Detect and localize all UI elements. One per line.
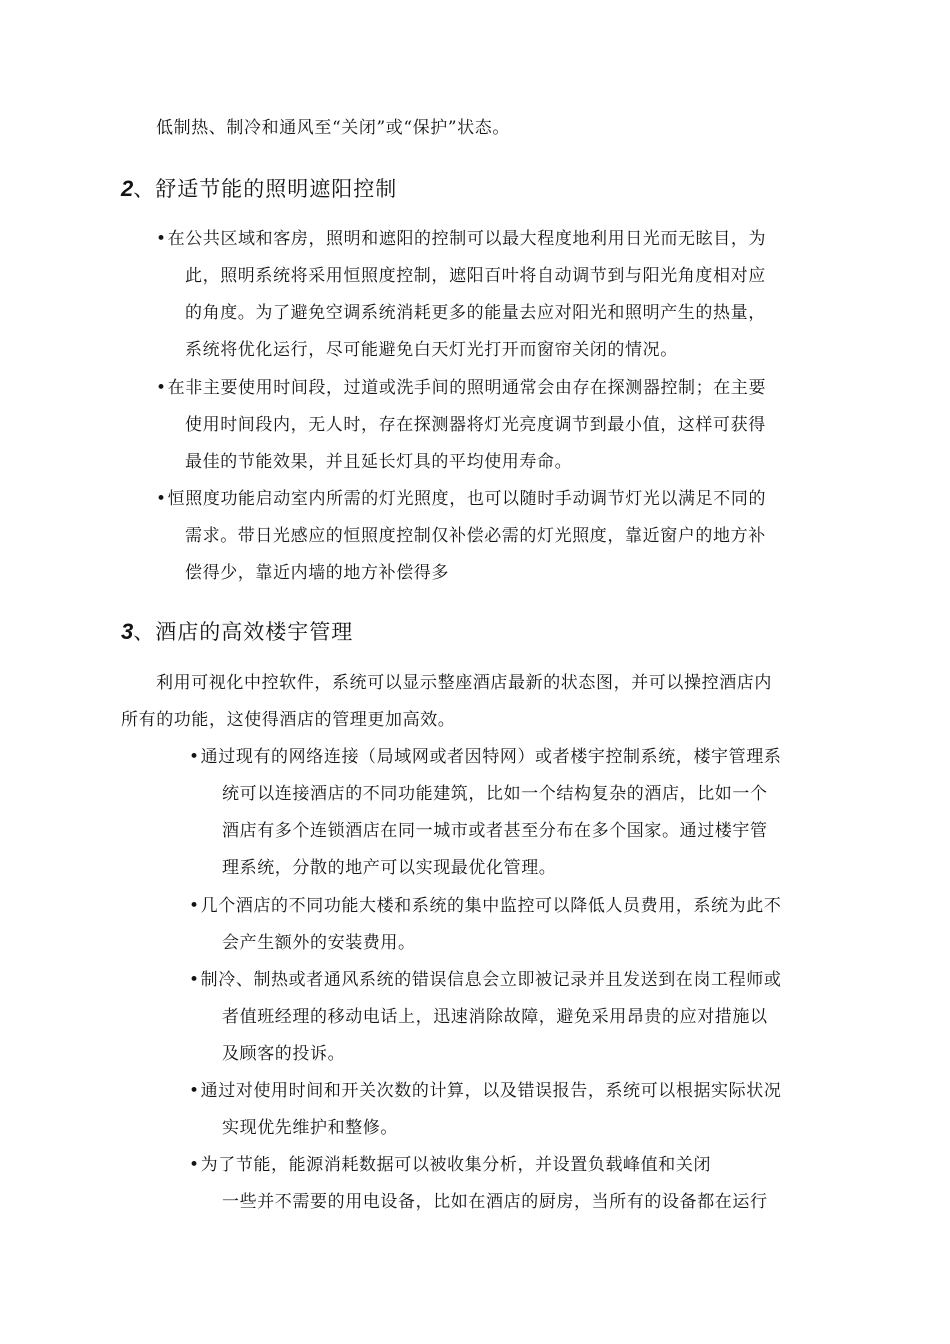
- list-item-text: 通过现有的网络连接（局域网或者因特网）或者楼宇控制系统，楼宇管理系: [200, 747, 782, 767]
- list-item-text: 为了节能，能源消耗数据可以被收集分析，并设置负载峰值和关闭: [200, 1155, 712, 1175]
- list-item-continuation: 酒店有多个连锁酒店在同一城市或者甚至分布在多个国家。通过楼宇管: [222, 821, 768, 841]
- list-item-continuation: 偿得少，靠近内墙的地方补偿得多: [185, 563, 449, 583]
- list-item-continuation: 实现优先维护和整修。: [222, 1118, 398, 1138]
- section-3-title: 酒店的高效楼宇管理: [155, 620, 354, 644]
- list-item-continuation: 需求。带日光感应的恒照度控制仅补偿必需的灯光照度，靠近窗户的地方补: [185, 526, 766, 546]
- list-item-text: 制冷、制热或者通风系统的错误信息会立即被记录并且发送到在岗工程师或: [200, 970, 782, 990]
- section-2-number: 2: [121, 176, 134, 201]
- list-item: [156, 489, 766, 509]
- list-item: [156, 229, 766, 249]
- section-3-separator: 、: [133, 620, 156, 644]
- list-item-text: 在非主要使用时间段，过道或洗手间的照明通常会由存在探测器控制；在主要: [167, 378, 767, 398]
- section-2-separator: 、: [133, 177, 156, 201]
- list-item-continuation: 此，照明系统将采用恒照度控制，遮阳百叶将自动调节到与阳光角度相对应: [185, 266, 766, 286]
- list-item-continuation: 统可以连接酒店的不同功能建筑，比如一个结构复杂的酒店，比如一个: [222, 784, 768, 804]
- paragraph-line: 利用可视化中控软件，系统可以显示整座酒店最新的状态图，并可以操控酒店内: [156, 673, 772, 693]
- bullet-icon: •: [189, 1081, 200, 1101]
- list-item-continuation: 理系统，分散的地产可以实现最优化管理。: [222, 858, 557, 878]
- intro-continuation-line: 低制热、制冷和通风至“关闭”或“保护”状态。: [156, 118, 510, 138]
- list-item-text: 在公共区域和客房，照明和遮阳的控制可以最大程度地利用日光而无眩目，为: [167, 229, 767, 249]
- list-item-continuation: 系统将优化运行，尽可能避免白天灯光打开而窗帘关闭的情况。: [185, 340, 678, 360]
- list-item-continuation: 的角度。为了避免空调系统消耗更多的能量去应对阳光和照明产生的热量，: [185, 303, 766, 323]
- list-item: [189, 1155, 711, 1175]
- bullet-icon: •: [156, 229, 167, 249]
- list-item: [189, 1081, 781, 1101]
- list-item-continuation: 及顾客的投诉。: [222, 1044, 346, 1064]
- list-item: [189, 747, 781, 767]
- list-item-text: 恒照度功能启动室内所需的灯光照度，也可以随时手动调节灯光以满足不同的: [167, 489, 767, 509]
- bullet-icon: •: [156, 489, 167, 509]
- list-item: [156, 378, 766, 398]
- bullet-icon: •: [189, 747, 200, 767]
- list-item: [189, 896, 781, 916]
- list-item-text: 通过对使用时间和开关次数的计算，以及错误报告，系统可以根据实际状况: [200, 1081, 782, 1101]
- list-item-continuation: 使用时间段内，无人时，存在探测器将灯光亮度调节到最小值，这样可获得: [185, 415, 766, 435]
- bullet-icon: •: [189, 1155, 200, 1175]
- bullet-icon: •: [156, 378, 167, 398]
- bullet-icon: •: [189, 970, 200, 990]
- section-3-heading: [121, 620, 353, 644]
- list-item-continuation: 会产生额外的安装费用。: [222, 933, 416, 953]
- section-3-number: 3: [121, 619, 134, 644]
- bullet-icon: •: [189, 896, 200, 916]
- list-item-text: 几个酒店的不同功能大楼和系统的集中监控可以降低人员费用，系统为此不: [200, 896, 782, 916]
- list-item-continuation: 最佳的节能效果，并且延长灯具的平均使用寿命。: [185, 452, 573, 472]
- paragraph-line: 所有的功能，这使得酒店的管理更加高效。: [121, 710, 456, 730]
- section-2-title: 舒适节能的照明遮阳控制: [155, 177, 398, 201]
- list-item: [189, 970, 781, 990]
- list-item-continuation: 一些并不需要的用电设备，比如在酒店的厨房，当所有的设备都在运行: [222, 1192, 768, 1212]
- list-item-continuation: 者值班经理的移动电话上，迅速消除故障，避免采用昂贵的应对措施以: [222, 1007, 768, 1027]
- section-2-heading: [121, 177, 397, 201]
